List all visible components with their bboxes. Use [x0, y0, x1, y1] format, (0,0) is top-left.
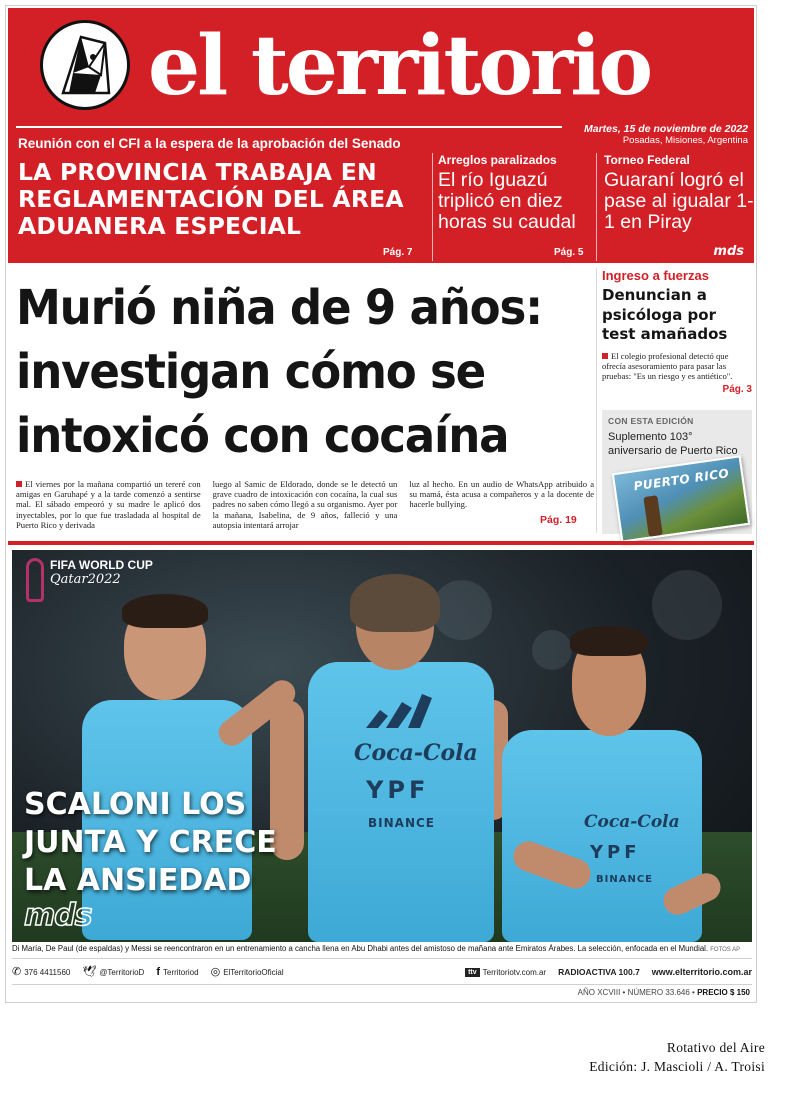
- supplement-cover-image: [612, 455, 750, 542]
- main-story-body: [16, 479, 594, 531]
- promo-kicker: CON ESTA EDICIÓN: [608, 416, 694, 426]
- instagram-link[interactable]: [211, 967, 284, 978]
- masthead-divider: [16, 126, 562, 128]
- red-bullet-icon: [602, 353, 608, 359]
- section-divider: [8, 541, 754, 545]
- adidas-logo-icon: [362, 690, 432, 730]
- photo-headline: [24, 786, 277, 900]
- main-story-text-1: El viernes por la mañana compartió un tereré con amigas en Garuhapé y a la tarde comenzó a sentirse mal. El sábado empeoró y su madre le aplicó dos inyectables, por lo que fue trasladada al hospital de Puerto Rico y derivada: [16, 479, 201, 530]
- side-story-kicker: Ingreso a fuerzas: [602, 268, 709, 283]
- jersey-sponsor-ypf: YPF: [590, 842, 641, 863]
- whatsapp-number: 376 4411560: [24, 967, 71, 977]
- radio-link[interactable]: RADIOACTIVA 100.7: [558, 967, 640, 977]
- website-link[interactable]: www.elterritorio.com.ar: [651, 967, 752, 977]
- masthead-title: el territorio: [148, 18, 651, 114]
- newspaper-logo-icon: [40, 20, 130, 110]
- lead-kicker: Reunión con el CFI a la espera de la aprobación del Senado: [18, 136, 401, 151]
- masthead: [8, 8, 754, 131]
- twitter-handle: @TerritorioD: [99, 967, 145, 977]
- main-story-col-1: [16, 479, 201, 531]
- main-story-page-ref: Pág. 19: [540, 514, 577, 526]
- lead-page-ref: Pág. 7: [383, 247, 413, 258]
- newspaper-front-page: [5, 5, 757, 1003]
- story-iguazu-headline: El río Iguazú triplicó en diez horas su caudal: [438, 169, 576, 233]
- issue-date: Martes, 15 de noviembre de 2022: [584, 123, 748, 135]
- tv-badge: ttv: [465, 968, 480, 977]
- issue-price: PRECIO $ 150: [697, 988, 750, 997]
- column-divider: [596, 268, 597, 533]
- instagram-icon: ◎: [210, 965, 221, 978]
- jersey-sponsor-cocacola: Coca-Cola: [584, 812, 680, 832]
- world-cup-title: FIFA WORLD CUP: [50, 558, 153, 572]
- twitter-icon: 🕊: [82, 965, 97, 978]
- dateline: [584, 123, 748, 146]
- supplement-promo: [602, 410, 752, 534]
- main-story-col-3: luz al hecho. En un audio de WhatsApp atribuido a su mamá, ésta acusa a compañeros y a la docente de hacerle bullying.: [409, 479, 595, 510]
- page-credits: [589, 1038, 765, 1076]
- world-cup-logo: [26, 558, 153, 602]
- promo-text: Suplemento 103° aniversario de Puerto Rico: [608, 431, 738, 457]
- whatsapp-contact[interactable]: [12, 967, 70, 978]
- jersey-sponsor-binance: BINANCE: [596, 874, 653, 885]
- issue-info: [578, 988, 750, 997]
- whatsapp-icon: ✆: [12, 965, 22, 978]
- story-iguazu: [438, 153, 588, 233]
- twitter-link[interactable]: [82, 967, 144, 978]
- mds-brand-logo: mds: [24, 898, 92, 933]
- world-cup-edition: Qatar2022: [50, 572, 121, 587]
- photo-caption: [12, 944, 752, 953]
- lead-headline: LA PROVINCIA TRABAJA EN REGLAMENTACIÓN DEL ÁREA ADUANERA ESPECIAL: [18, 158, 404, 240]
- story-iguazu-page-ref: Pág. 5: [554, 247, 584, 258]
- jersey-sponsor-ypf: YPF: [366, 776, 430, 804]
- story-iguazu-kicker: Arreglos paralizados: [438, 153, 557, 167]
- lead-photo: [12, 550, 752, 942]
- photo-headline-line: LA ANSIEDAD: [24, 863, 252, 898]
- side-story: [602, 268, 752, 395]
- background-light: [432, 580, 492, 640]
- story-guarani: [604, 153, 754, 233]
- main-headline: Murió niña de 9 años: investigan cómo se intoxicó con cocaína: [16, 280, 542, 464]
- photo-headline-line: JUNTA Y CRECE: [24, 825, 277, 860]
- world-cup-wordmark: [50, 558, 153, 588]
- column-divider: [596, 153, 597, 261]
- footer-divider: [12, 958, 752, 959]
- player-hair: [570, 626, 648, 656]
- footer-divider: [12, 984, 752, 985]
- photo-credit: FOTOS AP: [710, 947, 741, 953]
- jersey-sponsor-cocacola: Coca-Cola: [354, 740, 478, 766]
- issue-location: Posadas, Misiones, Argentina: [622, 135, 748, 146]
- story-guarani-headline: Guaraní logró el pase al igualar 1-1 en Piray: [604, 169, 754, 233]
- red-bullet-icon: [16, 481, 22, 487]
- top-stories-band: [8, 123, 754, 263]
- issue-number: AÑO XCVIII • NÚMERO 33.646 •: [577, 988, 695, 997]
- world-cup-emblem-icon: [26, 558, 44, 602]
- photo-caption-text: Di María, De Paul (de espaldas) y Messi se reencontraron en un entrenamiento a cancha llena en Abu Dhabi antes del amistoso de mañana ante Emiratos Árabes. La selección, enfocada en el Mundial.: [12, 944, 709, 953]
- social-links: [12, 967, 284, 978]
- facebook-handle: Territoriod: [163, 967, 199, 977]
- media-links: [465, 967, 752, 977]
- credits-line-1: Rotativo del Aire: [666, 1040, 765, 1055]
- main-story-col-2: luego al Samic de Eldorado, donde se le detectó un grave cuadro de intoxicación con cocaína, la cual sus padres no saben cómo llegó a su organismo. Ayer por la mañana, Isabelina, de 9 años, falleció y una autopsia intentará arrojar: [212, 479, 398, 530]
- credits-line-2: Edición: J. Mascioli / A. Troisi: [589, 1059, 765, 1074]
- tv-link[interactable]: [465, 968, 546, 977]
- mds-brand-small: mds: [713, 244, 744, 259]
- instagram-handle: ElTerritorioOficial: [223, 967, 284, 977]
- side-story-body: [602, 351, 752, 381]
- background-light: [652, 570, 722, 640]
- story-guarani-kicker: Torneo Federal: [604, 153, 690, 167]
- facebook-link[interactable]: [156, 967, 198, 978]
- side-story-headline: Denuncian a psicóloga por test amañados: [602, 286, 728, 343]
- jersey-sponsor-binance: BINANCE: [368, 816, 435, 830]
- side-story-page-ref: Pág. 3: [722, 383, 752, 395]
- facebook-icon: f: [156, 965, 160, 978]
- side-story-text: El colegio profesional detectó que ofrecía asesoramiento para pasar las pruebas: "Es un riesgo y es antiético".: [602, 350, 733, 381]
- footer-contact-bar: [12, 964, 752, 980]
- player-hair: [350, 574, 440, 632]
- cover-monument-shape: [643, 495, 662, 537]
- column-divider: [432, 153, 433, 261]
- background-light: [532, 630, 572, 670]
- supplement-cover-title: PUERTO RICO: [632, 466, 731, 494]
- photo-headline-line: SCALONI LOS: [24, 787, 247, 822]
- tv-site: Territoriotv.com.ar: [482, 967, 547, 977]
